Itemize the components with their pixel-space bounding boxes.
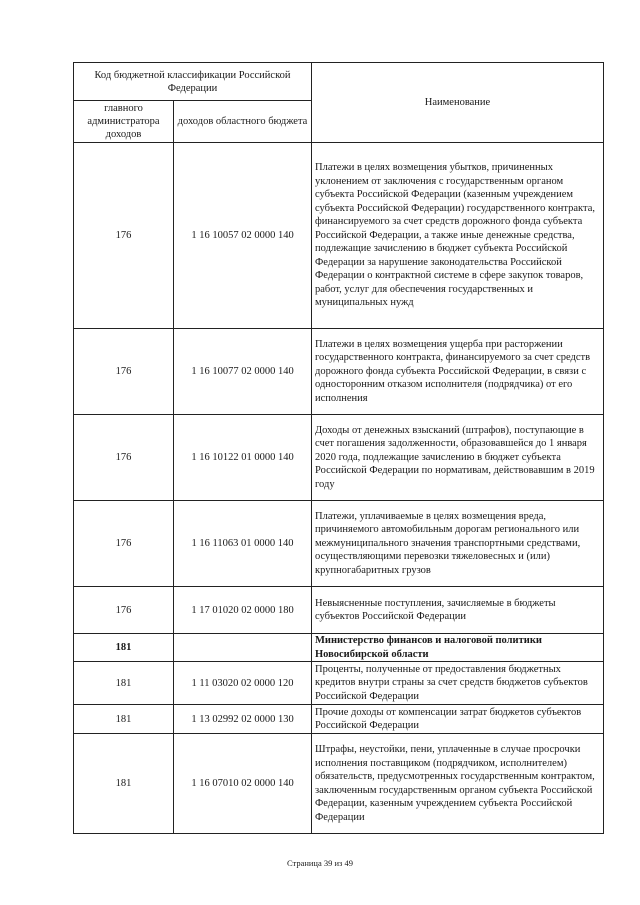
income-code-cell: [174, 634, 312, 662]
name-cell: Платежи в целях возмещения ущерба при расторжении государственного контракта, финансируемого за счет средств дорожного фонда субъекта Российской Федерации, в связи с односторонним отказом исполнителя (подрядчика) от его исполнения: [312, 329, 604, 415]
name-cell: Невыясненные поступления, зачисляемые в бюджеты субъектов Российской Федерации: [312, 587, 604, 634]
table-row: [74, 143, 604, 329]
admin-code-cell: 176: [74, 329, 174, 415]
table-row: [74, 415, 604, 501]
header-name-cell: Наименование: [312, 63, 604, 143]
header-income-cell: доходов областного бюджета: [174, 101, 312, 143]
table-row: [74, 329, 604, 415]
header-row-top: [74, 63, 604, 101]
table-row: [74, 501, 604, 587]
admin-code-cell: 181: [74, 634, 174, 662]
name-cell: Доходы от денежных взысканий (штрафов), поступающие в счет погашения задолженности, образовавшейся до 1 января 2020 года, подлежащие зачислению в бюджет субъекта Российской Федерации по нормативам, действовавшим в 2019 году: [312, 415, 604, 501]
name-cell: Проценты, полученные от предоставления бюджетных кредитов внутри страны за счет средств бюджетов субъектов Российской Федерации: [312, 662, 604, 705]
name-cell: Платежи в целях возмещения убытков, причиненных уклонением от заключения с государственным органом субъекта Российской Федерации (казенным учреждением субъекта Российской Федерации) государственного контракта, финансируемого за счет средств дорожного фонда субъекта Российской Федерации, а также иные денежные средства, подлежащие зачислению в бюджет субъекта Российской Федерации за нарушение законодательства Российской Федерации о контрактной системе в сфере закупок товаров, работ, услуг для обеспечения государственных и муниципальных нужд: [312, 143, 604, 329]
header-admin-cell: главного администратора доходов: [74, 101, 174, 143]
name-cell: Штрафы, неустойки, пени, уплаченные в случае просрочки исполнения поставщиком (подрядчиком, исполнителем) обязательств, предусмотренных государственным контрактом, заключенным государственным органом субъекта Российской Федерации, казенным учреждением субъекта Российской Федерации: [312, 734, 604, 834]
income-code-cell: 1 13 02992 02 0000 130: [174, 705, 312, 734]
income-code-cell: 1 16 11063 01 0000 140: [174, 501, 312, 587]
table-row: [74, 734, 604, 834]
table-row: [74, 705, 604, 734]
table-row-ministry: [74, 634, 604, 662]
income-code-cell: 1 16 07010 02 0000 140: [174, 734, 312, 834]
income-code-cell: 1 11 03020 02 0000 120: [174, 662, 312, 705]
table-row: [74, 587, 604, 634]
admin-code-cell: 176: [74, 587, 174, 634]
name-cell: Прочие доходы от компенсации затрат бюджетов субъектов Российской Федерации: [312, 705, 604, 734]
income-code-cell: 1 16 10057 02 0000 140: [174, 143, 312, 329]
admin-code-cell: 181: [74, 734, 174, 834]
admin-code-cell: 176: [74, 143, 174, 329]
ministry-name-cell: Министерство финансов и налоговой политики Новосибирской области: [312, 634, 604, 662]
header-group-cell: Код бюджетной классификации Российской Федерации: [74, 63, 312, 101]
income-code-cell: 1 16 10077 02 0000 140: [174, 329, 312, 415]
admin-code-cell: 176: [74, 501, 174, 587]
table-row: [74, 662, 604, 705]
page-footer: Страница 39 из 49: [286, 858, 354, 868]
income-code-cell: 1 17 01020 02 0000 180: [174, 587, 312, 634]
name-cell: Платежи, уплачиваемые в целях возмещения вреда, причиняемого автомобильным дорогам регионального или межмуниципального значения транспортными средствами, осуществляющими перевозки тяжеловесных и (или) крупногабаритных грузов: [312, 501, 604, 587]
admin-code-cell: 181: [74, 705, 174, 734]
budget-classification-table: [73, 62, 604, 834]
admin-code-cell: 181: [74, 662, 174, 705]
income-code-cell: 1 16 10122 01 0000 140: [174, 415, 312, 501]
admin-code-cell: 176: [74, 415, 174, 501]
